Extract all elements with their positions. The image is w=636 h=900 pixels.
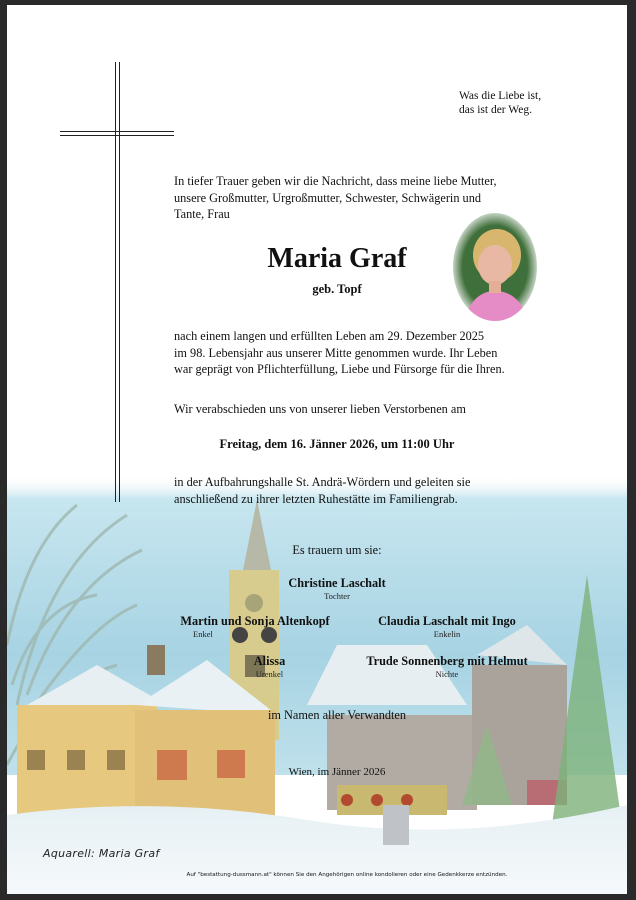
motto [459,89,541,117]
intro-line-3: Tante, Frau [174,207,230,221]
mourner-relation: Tochter [324,591,350,601]
birth-name: geb. Topf [312,282,362,296]
farewell-text: Wir verabschieden uns von unserer lieben Verstorbenen am [174,402,466,416]
place-date: Wien, im Jänner 2026 [288,766,386,778]
mourner-name: Christine Laschalt [288,576,386,590]
life-line-3: war geprägt von Pflichterfüllung, Liebe und Fürsorge für die Ihren. [174,362,505,376]
intro-line-2: unsere Großmutter, Urgroßmutter, Schwester, Schwägerin und [174,190,482,205]
mourner-relation: Nichte [435,669,459,679]
motto-line-1: Was die Liebe ist, [459,90,542,102]
location-line-2: anschließend zu ihrer letzten Ruhestätte im Familiengrab. [174,491,458,506]
mourner [352,654,542,679]
deceased-name: Maria Graf [267,243,407,274]
mourner-relation: Urenkel [255,669,284,679]
life-text [174,328,554,378]
mourner [227,654,312,679]
mourner [267,576,407,601]
ceremony-date: Freitag, dem 16. Jänner 2026, um 11:00 Uhr [219,437,455,451]
life-line-1: nach einem langen und erfüllten Leben am 29. Dezember 2025 [174,329,485,343]
relatives-line: im Namen aller Verwandten [267,708,407,722]
art-credit: Aquarell: Maria Graf [43,847,160,860]
motto-line-2: das ist der Weg. [459,104,532,116]
mourner-relation: Enkel [193,629,213,639]
mourner-relation: Enkelin [433,629,461,639]
mourner [367,614,527,639]
mourner-name: Trude Sonnenberg mit Helmut [366,654,528,668]
mourner-name: Claudia Laschalt mit Ingo [378,614,516,628]
portrait-photo [453,213,537,321]
mourner-name: Martin und Sonja Altenkopf [180,614,330,628]
location-line-1: in der Aufbahrungshalle St. Andrä-Wördern und geleiten sie [174,475,471,489]
mourner-name: Alissa [253,654,286,668]
location-text [174,474,554,507]
obituary-page [7,5,627,894]
footer-note: Auf "bestattung-dussmann.at" können Sie den Angehörigen online kondolieren oder eine Gedenkkerze entzünden. [186,872,508,878]
mourner [175,614,335,639]
intro-line-1: In tiefer Trauer geben wir die Nachricht, dass meine liebe Mutter, [174,174,497,188]
life-line-2: im 98. Lebensjahr aus unserer Mitte genommen wurde. Ihr Leben [174,345,498,360]
mourners-heading: Es trauern um sie: [292,543,382,557]
